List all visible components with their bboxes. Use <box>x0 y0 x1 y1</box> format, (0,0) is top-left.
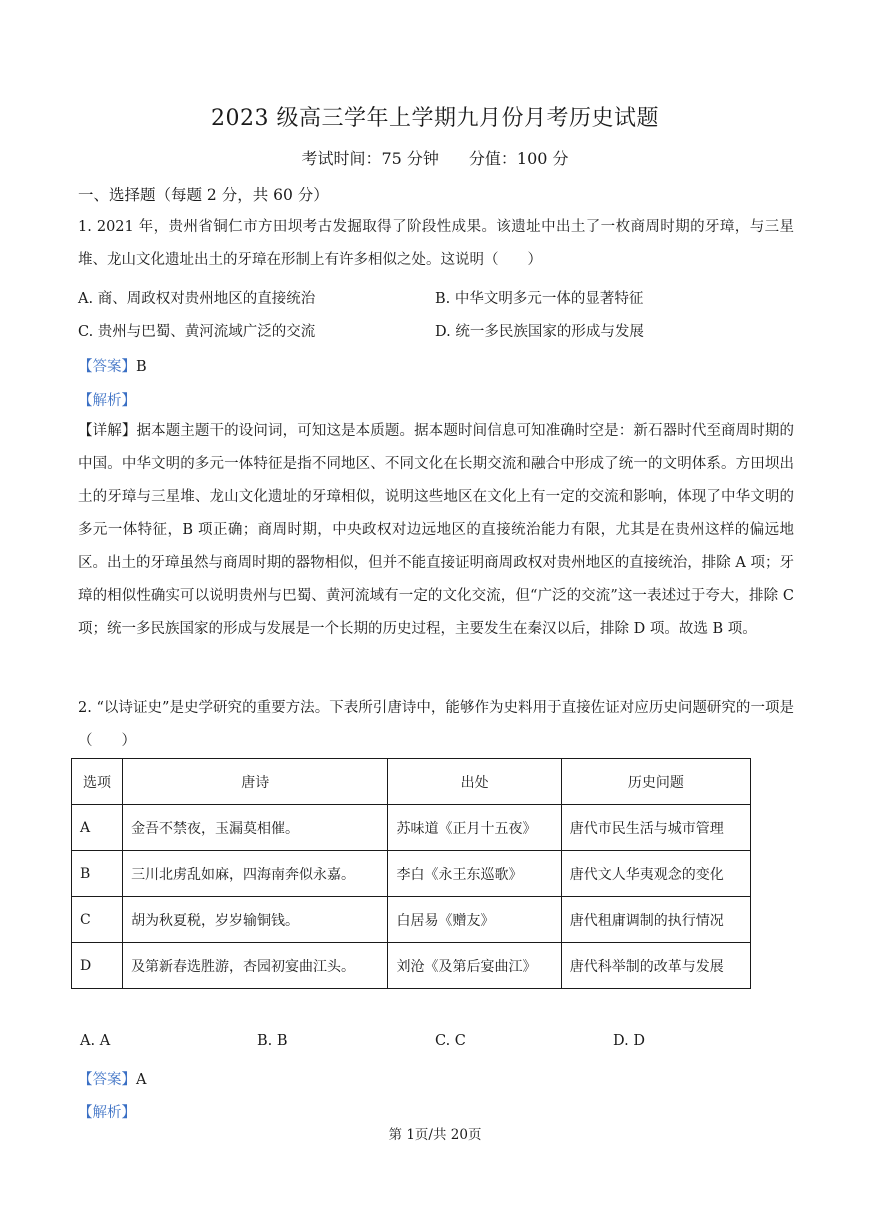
q2-option-a: A. A <box>80 1033 111 1049</box>
table-cell-poem: 及第新春选胜游，杏园初宴曲江头。 <box>123 943 388 989</box>
table-header-cell: 出处 <box>388 759 561 805</box>
table-cell-source: 李白《永王东巡歌》 <box>388 851 561 897</box>
table-cell-poem: 胡为秋夏税，岁岁输铜钱。 <box>123 897 388 943</box>
exam-score: 分值：100 分 <box>468 149 569 168</box>
table-cell-option: C <box>72 897 123 943</box>
exam-time: 考试时间：75 分钟 <box>301 149 439 168</box>
table-cell-poem: 三川北虏乱如麻，四海南奔似永嘉。 <box>123 851 388 897</box>
table-cell-issue: 唐代文人华夷观念的变化 <box>561 851 750 897</box>
q2-answer <box>78 1068 146 1089</box>
table-cell-source: 苏味道《正月十五夜》 <box>388 805 561 851</box>
table-header-cell: 历史问题 <box>561 759 750 805</box>
q2-option-d: D. D <box>613 1033 645 1049</box>
table-header-cell: 选项 <box>72 759 123 805</box>
page-footer: 第 1页/共 20页 <box>388 1127 482 1143</box>
table-cell-option: B <box>72 851 123 897</box>
q2-answer-tag: 【答案】 <box>78 1072 136 1088</box>
table-cell-source: 白居易《赠友》 <box>388 897 561 943</box>
table-cell-issue: 唐代租庸调制的执行情况 <box>561 897 750 943</box>
q1-detail-tag: 【详解】 <box>78 423 137 439</box>
q1-detail <box>78 415 794 646</box>
table-cell-option: A <box>72 805 123 851</box>
q2-stem: 2. “以诗证史”是史学研究的重要方法。下表所引唐诗中，能够作为史料用于直接佐证对应历史问题研究的一项是（ ） <box>78 700 794 749</box>
q2-option-b: B. B <box>257 1033 288 1049</box>
table-row <box>72 897 751 943</box>
table-header-row <box>72 759 751 805</box>
exam-info <box>0 146 870 169</box>
q1-stem: 1. 2021 年，贵州省铜仁市方田坝考古发掘取得了阶段性成果。该遗址中出土了一枚商周时期的牙璋，与三星堆、龙山文化遗址出土的牙璋在形制上有许多相似之处。这说明（ ） <box>78 219 794 268</box>
table-cell-option: D <box>72 943 123 989</box>
table-row <box>72 943 751 989</box>
table-cell-source: 刘沧《及第后宴曲江》 <box>388 943 561 989</box>
table-cell-issue: 唐代市民生活与城市管理 <box>561 805 750 851</box>
q2-answer-value: A <box>136 1072 147 1088</box>
table-cell-issue: 唐代科举制的改革与发展 <box>561 943 750 989</box>
table-cell-poem: 金吾不禁夜，玉漏莫相催。 <box>123 805 388 851</box>
q1-option-c: C. 贵州与巴蜀、黄河流域广泛的交流 <box>78 324 316 340</box>
q2-option-c: C. C <box>435 1033 466 1049</box>
exam-title: 2023 级高三学年上学期九月份月考历史试题 <box>211 106 659 131</box>
q1-option-b: B. 中华文明多元一体的显著特征 <box>435 291 644 307</box>
table-row <box>72 805 751 851</box>
table-header-cell: 唐诗 <box>123 759 388 805</box>
q1-answer <box>78 355 147 376</box>
q1-analysis-tag: 【解析】 <box>78 393 136 409</box>
q1-option-a: A. 商、周政权对贵州地区的直接统治 <box>78 291 316 307</box>
q1-answer-value: B <box>136 359 147 375</box>
q2-analysis-tag: 【解析】 <box>78 1105 136 1121</box>
section-heading: 一、选择题（每题 2 分，共 60 分） <box>78 186 329 204</box>
q1-answer-tag: 【答案】 <box>78 359 136 375</box>
q1-option-d: D. 统一多民族国家的形成与发展 <box>435 324 644 340</box>
table-row <box>72 851 751 897</box>
q2-table <box>71 758 751 989</box>
q1-detail-text: 据本题主题干的设问词，可知这是本质题。据本题时间信息可知准确时空是：新石器时代至商周时期的中国。中华文明的多元一体特征是指不同地区、不同文化在长期交流和融合中形成了统一的文明体系。方田坝出土的牙璋与三星堆、龙山文化遗址的牙璋相似，说明这些地区在文化上有一定的交流和影响，体现了中华文明的多元一体特征，B 项正确；商周时期，中央政权对边远地区的直接统治能力有限，尤其是在贵州这样的偏远地区。出土的牙璋虽然与商周时期的器物相似，但并不能直接证明商周政权对贵州地区的直接统治，排除 A 项；牙璋的相似性确实可以说明贵州与巴蜀、黄河流域有一定的文化交流，但“广泛的交流”这一表述过于夸大，排除 C 项；统一多民族国家的形成与发展是一个长期的历史过程，主要发生在秦汉以后，排除 D 项。故选 B 项。 <box>78 423 795 637</box>
